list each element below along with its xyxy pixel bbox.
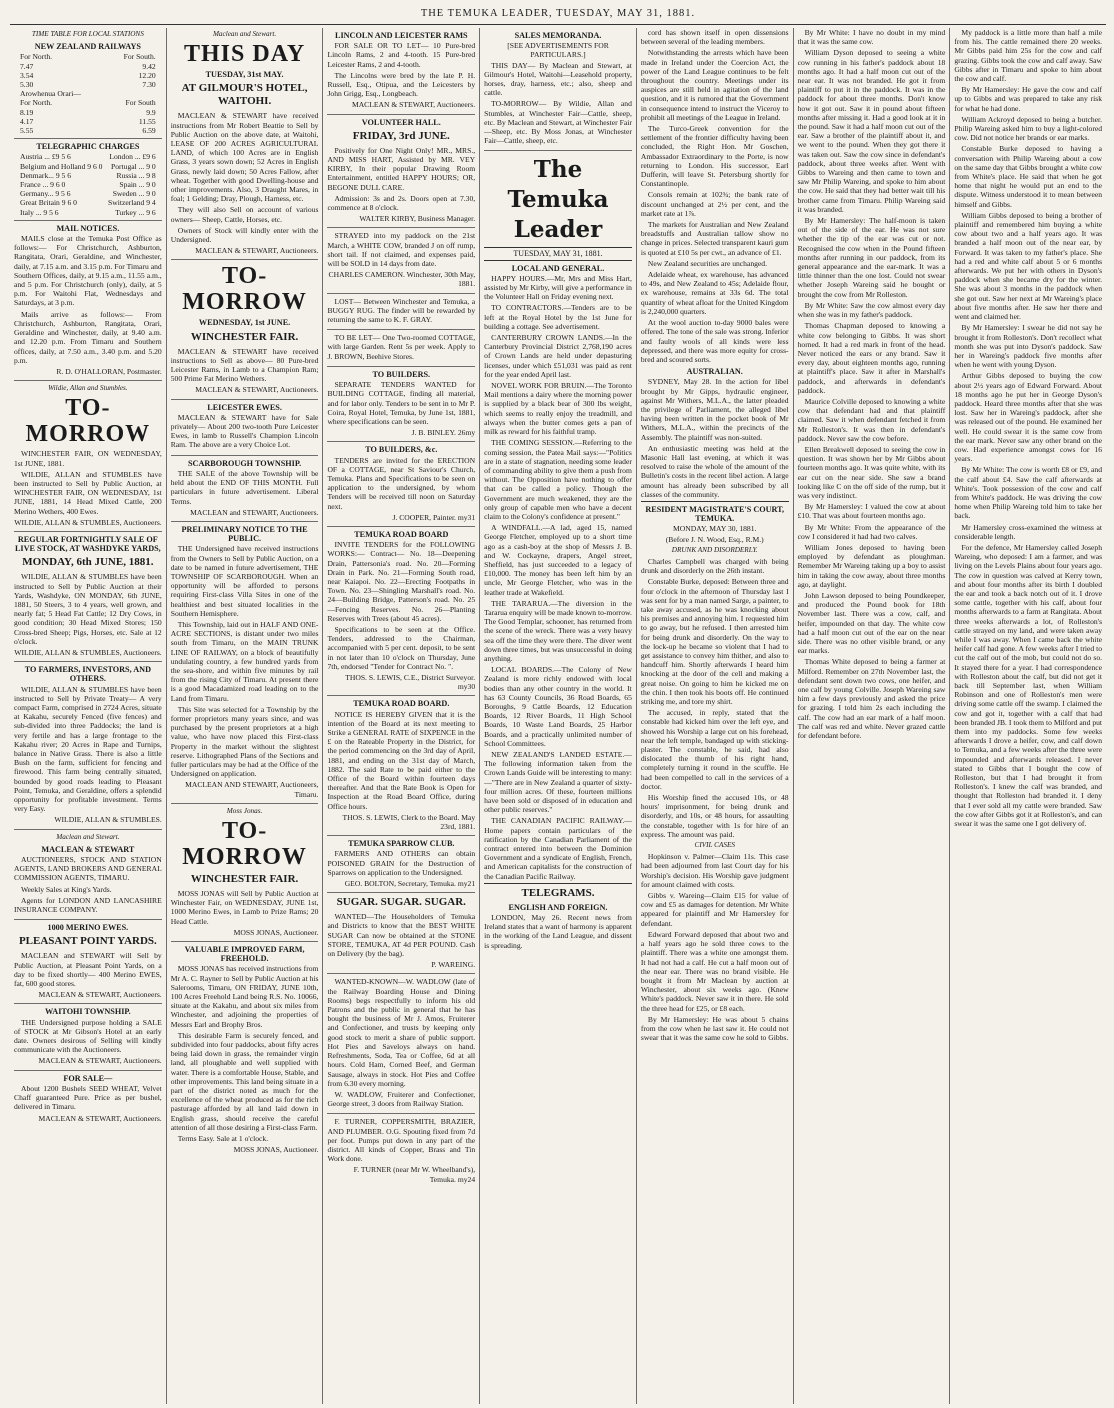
news-paragraph: Consols remain at 102¾; the bank rate of discount unchanged at 2½ per cent, and the market rate at 1⅞. <box>640 190 789 218</box>
news-paragraph: TO CONTRACTORS.—Tenders are to be left at the Royal Hotel by the 1st June for building a cottage. See advertisement. <box>484 303 632 331</box>
ad-paragraph: MAILS close at the Temuka Post Office as follows:— For Christchurch, Ashburton, Rangitata, Orari, Geraldine, and Winchester, daily, at 7.15 a.m. and 3.15 p.m. For Timaru and Southern Offices, daily, at 9.15 a.m., 11.55 a.m., and 5 p.m. For Christchurch (only), daily, at 5 p.m. For Waitohi Flat, Wednesdays and Saturdays, at 3 p.m. <box>14 234 162 308</box>
table-cell: 7.47 <box>20 61 34 71</box>
table-row <box>14 208 162 217</box>
ad-paragraph: FOR SALE OR TO LET— 10 Pure-bred Lincoln Rams, 2 and 4-tooth. 15 Pure-bred Leicester Rams, 2 and 4-tooth. <box>327 41 476 69</box>
telegrams-para: LONDON, May 26. Recent news from Ireland states that a want of harmony is apparent in the working of the Land League, and dissent is spreading. <box>484 913 632 950</box>
column-1 <box>10 28 167 1404</box>
table-cell: For South <box>125 98 156 108</box>
advertisement <box>171 525 319 804</box>
sales-memoranda-para: TO-MORROW— By Wildie, Allan and Stumbles, at Winchester Fair—Cattle, sheep, etc. By Maclean and Stewart, at Winchester Fair—Sheep, etc. By Moss Jonas, at Winchester Fair—Cattle, sheep, etc. <box>484 99 632 146</box>
court-heading: RESIDENT MAGISTRATE'S COURT, TEMUKA. <box>645 504 785 524</box>
table-row <box>14 52 162 61</box>
table-cell: Spain ... 9 0 <box>119 180 156 190</box>
court-paragraph: By Mr White: The cow is worth £8 or £9, and the calf about £4. Saw the calf afterwards at White's. Took possession of the cow and calf from White's paddock. He was driving the cow home when Philip Wareing told him to take her back. <box>954 465 1103 521</box>
table-cell: Italy ... 9 5 6 <box>20 207 59 217</box>
court-paragraph: By Mr White: I have no doubt in my mind that it was the same cow. <box>797 28 946 47</box>
court-paragraph: By Mr Hamersley: He was about 5 chains from the cow when he last saw it. He could not swear that it was the same cow he sold to Gibbs. <box>640 1014 789 1043</box>
sales-memoranda-subtitle: [SEE ADVERTISEMENTS FOR PARTICULARS.] <box>507 41 609 60</box>
ad-paragraph: TENDERS are invited for the ERECTION OF a COTTAGE, near St Saviour's Church, Temuka. Plans and Specifications to be seen on application to the undersigned, by whom Tenders will be received till noon on Saturday next. <box>327 455 476 511</box>
column-7 <box>950 28 1106 1404</box>
table-cell: For North. <box>20 52 53 62</box>
ad-title: VOLUNTEER HALL. <box>361 117 441 127</box>
table-cell: Austria ... £9 5 6 <box>20 152 71 162</box>
paper-title: The Temuka Leader <box>507 156 609 244</box>
advertisement <box>14 1007 162 1070</box>
ad-signature: MACLEAN & STEWART, Auctioneers. <box>351 100 476 110</box>
ad-subheadline: WINCHESTER FAIR. <box>190 873 299 885</box>
table-cell: Sweden ... 9 0 <box>112 189 156 199</box>
advertisement <box>327 333 475 367</box>
court-subheading: DRUNK AND DISORDERLY. <box>671 545 758 554</box>
ad-paragraph: WANTED—The Householders of Temuka and Districts to know that the BEST WHITE SUGAR Can now be obtained at the STONE STORE, TEMUKA, AT 4d PER POUND. Cash on Delivery (by the bag). <box>327 912 476 959</box>
table-cell: Turkey ... 9 6 <box>115 207 156 217</box>
advertisement <box>327 977 475 1114</box>
ad-paragraph: This Township, laid out in HALF AND ONE-ACRE SECTIONS, is distant under two miles south from Timaru, on the MAIN TRUNK LINE OF RAILWAY, on a block of beautifully undulating country, a few hundred yards from the sea-shore, and within five minutes by rail from the rising City of Timaru. At present there is a good Macadamized road leading on to the Land from Timaru. <box>170 619 319 703</box>
ad-title: FOR SALE— <box>63 1073 113 1083</box>
ad-title: TEMUKA ROAD BOARD. <box>353 699 450 709</box>
table-row <box>14 171 162 180</box>
advertisement <box>327 699 475 836</box>
ad-signature: WILDIE, ALLAN & STUMBLES. <box>54 815 162 825</box>
table-row <box>14 62 162 71</box>
masthead-rule <box>10 24 1106 25</box>
table-cell: 7.30 <box>142 80 156 90</box>
ad-paragraph: WILDIE, ALLAN & STUMBLES have been instructed to Sell by Public Auction at their Yards, Washdyke, ON MONDAY, 6th JUNE, 1881, 50 Steers, 3 to 4 years, well grown, and nearly fat; 5 Head Fat Cattle; 12 Dry Cows, in good condition; 30 Head Mixed Stores; 150 Cross-bred Sheep; Pigs, Horses, etc. Sale at 12 o'clock. <box>14 572 162 646</box>
ad-paragraph: MACLEAN & STEWART have received instructions to Sell as above— 80 Pure-bred Leicester Rams, in Lamb to a Champion Ram; 500 Prime Fat Merino Wethers. <box>170 346 319 384</box>
table-row <box>14 198 162 207</box>
table-cell: Great Britain 9 6 0 <box>20 198 77 208</box>
advertisement <box>327 31 475 115</box>
advertisement <box>14 923 162 1004</box>
table-row <box>14 89 162 98</box>
ad-title: WEDNESDAY, 1st JUNE. <box>198 318 291 328</box>
news-paragraph: SYDNEY, May 28. In the action for libel brought by Mr Gipps, hydraulic engineer, against Mr Withers, M.L.A., the latter pleaded the privilege of Parliament, the alleged libel having been written in the pocket book of Mr Withers, M.L.A., within the precincts of the Assembly. The plaintiff was non-suited. <box>640 377 789 442</box>
ad-headline: TO-MORROW <box>182 818 307 870</box>
court-paragraph: William Gibbs deposed to being a brother of plaintiff and remembered him buying a white cow about two and a half years ago. It was branded a half moon out of the near ear, by Forward. It was taken to my father's place. She had a red and white calf about 5 or 6 months afterwards. We put her with others in Dyson's paddock when she became dry for the winter. She was about 3 months in the paddock when she got out. Saw her next at Mr Wareing's place about five months after. He saw her there and went and claimed her. <box>954 210 1103 322</box>
court-paragraph: Arthur Gibbs deposed to buying the cow about 2½ years ago of Edward Forward. About 18 months ago he put her in George Dyson's paddock. Heard three months after that she was lost. Saw her in Wareing's paddock, after she was released out of the pound. He examined her well. He could swear it is the same cow from the ear mark. Never saw any other brand on the cow. Had experience amongst cows for 16 years. <box>954 371 1103 464</box>
news-paragraph: A WINDFALL.—A lad, aged 15, named George Fletcher, employed up to a short time ago as a cash-boy at the shop of Messrs J. B. and W. Cockayne, drapers, Angel street, Sheffield, has just succeeded to a legacy of £10,000. The money has been left him by an uncle, Mr George Fletcher, who was in the leather trade at Wakefield. <box>484 523 632 597</box>
court-paragraph: William Jones deposed to having been employed by defendant as ploughman. Remember Mr Wareing taking up a boy to assist him in taking the cow away, about three months ago, at daylight. <box>797 542 946 589</box>
column-6 <box>794 28 951 1404</box>
ad-headline: THIS DAY <box>184 41 306 68</box>
ad-paragraph: WILDIE, ALLAN & STUMBLES have been instructed to Sell by Private Treaty— A very compact Farm, comprised in 2724 Acres, situate at Kakahu, securely Fenced (five fences) and sub-divided into three Paddocks; the land is very fertile and has a large frontage to the Kakahu river; 20 Acres in Rape and Turnips, balance in Native Grass. There is also a little Bush on the farm, sufficient for fencing and firewood. This farm being centrally situated, bounded by good roads leading to Pleasant Point, Temuka, and Geraldine, offers a splendid opportunity for profitable investment. Terms very Easy. <box>14 684 162 814</box>
table-cell: For North. <box>20 98 53 108</box>
advertisement <box>14 665 162 829</box>
table-cell: London ... £9 6 <box>109 152 156 162</box>
table-cell: Belgium and Holland 9 6 0 <box>20 161 103 171</box>
ad-title: TUESDAY, 31st MAY. <box>205 70 284 80</box>
ad-title: LINCOLN AND LEICESTER RAMS <box>334 31 468 40</box>
table-row <box>14 189 162 198</box>
court-paragraph: Ellen Breakwell deposed to seeing the cow in question. It was shown her by Mr Gibbs about fourteen months ago. It was quite white, with its ear cut on the near side. She saw a brand looking like C on the off side of the rump, but it was very indistinct. <box>797 444 946 500</box>
ad-paragraph: THE SALE of the above Township will be held about the END OF THIS MONTH. Full particulars in future advertisement. Liberal Terms. <box>170 468 319 506</box>
ad-paragraph: Mails arrive as follows:— From Christchurch, Ashburton, Rangitata, Orari, Geraldine and Winchester, daily, at 9.40 a.m. and 12.20 p.m. From Timaru and Southern offices, daily, at 7.50 a.m., 3.40 p.m. and 5.20 p.m. <box>14 309 162 365</box>
ad-signature: WALTER KIRBY, Business Manager. <box>359 214 476 224</box>
court-paragraph: Gibbs v. Wareing—Claim £15 for value of cow and £5 as damages for detention. Mr White appeared for plaintiff and Mr Hamersley for defendant. <box>640 891 789 928</box>
news-paragraph: Notwithstanding the arrests which have been made in Ireland under the Coercion Act, the power of the Land League continues to be felt throughout the country. Meetings under its auspices are still held in agitation of the land question, and it is rumored that the Government in consequence intend to instruct the Viceroy to prohibit all meetings of the League in Ireland. <box>640 48 789 122</box>
court-paragraph: By Mr White: Saw the cow almost every day when she was in my father's paddock. <box>797 300 946 320</box>
columns <box>10 28 1106 1404</box>
ad-kicker: Maclean and Stewart. <box>56 832 120 841</box>
table-row <box>14 98 162 107</box>
court-paragraph: Charles Campbell was charged with being drunk and disorderly on the 26th instant. <box>640 556 789 576</box>
ad-signature: R. D. O'HALLORAN, Postmaster. <box>56 366 162 376</box>
news-paragraph: At the wool auction to-day 9000 bales were offered. The tone of the sale was strong. Inferior and faulty wools of all kinds were less depressed, and there was more equity for cross-bred and scoured sorts. <box>640 318 789 364</box>
table-cell: 5.55 <box>20 126 34 136</box>
news-paragraph: An enthusiastic meeting was held at the Masonic Hall last evening, at which it was resolved to raise the whole of the amount of the Bulletin's costs in the recent libel action. A large amount has already been subscribed by all classes of the community. <box>640 443 789 499</box>
ad-subheadline: SUGAR. SUGAR. SUGAR. <box>336 896 466 909</box>
ad-title: WAITOHI TOWNSHIP. <box>45 1007 131 1017</box>
telegrams-subheading: ENGLISH AND FOREIGN. <box>508 902 608 912</box>
table-cell: Switzerland 9 4 <box>108 198 156 208</box>
advertisement <box>327 231 475 293</box>
table-cell: 3.54 <box>20 70 34 80</box>
news-paragraph: cord has shown itself in open dissensions between several of the leading members. <box>640 28 789 47</box>
advertisement <box>327 445 475 527</box>
court-paragraph: Constable Burke, deposed: Between three and four o'clock in the afternoon of Thursday last I was sent for by a man named Sarge, a painter, to take away accused, as he was knocking about his premises and annoying him. I requested him to go away, but he refused. I then arrested him for being drunk and disorderly. On the way to the lock-up he became so violent that I had to get assistance to convey him thither, and also to handcuff him. Shortly afterwards I heard him knocking at the door of the cell and making a great noise. On going to him he kicked me on the chin. I then took his boots off. He continued striking me, and tore my shirt. <box>640 577 789 707</box>
ad-title: TEMUKA ROAD BOARD <box>354 529 449 539</box>
news-paragraph: LOCAL BOARDS.—The Colony of New Zealand is more richly endowed with local bodies than any other country in the world. It has 63 County Councils, 36 Road Boards, 65 Boroughs, 9 Cattle Boards, 12 Education Boards, 12 River Boards, 11 High School Boards, 10 Waste Land Boards, 25 Harbor Boards, and a practically unlimited number of School Committees. <box>484 665 632 748</box>
table-cell: 11.55 <box>138 116 156 126</box>
court-paragraph: Mr Hamersley cross-examined the witness at considerable length. <box>954 522 1103 541</box>
ad-paragraph: AUCTIONEERS, STOCK AND STATION AGENTS, LAND BROKERS AND GENERAL COMMISSION AGENTS, TIMARU. <box>14 855 162 883</box>
court-date: MONDAY, MAY 30, 1881. <box>673 524 757 534</box>
table-row <box>14 152 162 161</box>
table-cell: 8.19 <box>20 107 34 117</box>
ad-paragraph: MACLEAN & STEWART have for Sale privately— About 200 two-tooth Pure Leicester Ewes, in lamb to Russell's Champion Lincoln Ram. The above are a very Choice Lot. <box>170 412 319 450</box>
court-before: (Before J. N. Wood, Esq., R.M.) <box>665 534 764 544</box>
ad-title: TELEGRAPHIC CHARGES <box>36 142 140 152</box>
news-paragraph: Adelaide wheat, ex warehouse, has advanced to 49s, and New Zealand to 45s; Adelaide flour, ex warehouse, remains at 33s 6d. The total quantity of wheat afloat for the United Kingdom is 2,240,000 quarters. <box>640 270 789 316</box>
ad-signature: MACLEAN and STEWART, Auctioneers. <box>190 507 319 517</box>
local-general-heading: LOCAL AND GENERAL. <box>511 263 605 273</box>
ad-headline: TO-MORROW <box>182 263 307 316</box>
court-paragraph: Maurice Colville deposed to knowing a white cow that defendant had and that plaintiff claimed. Saw it when defendant fetched it from Mr Rolleston's. It was then in defendant's paddock. Never saw the cow before. <box>797 396 946 443</box>
court-paragraph: My paddock is a little more than half a mile from his. The cattle remained there 20 weeks. Mr Gibbs paid him 25s for the cow and calf grazing. Gibbs took the cow and calf away. Saw Gibbs after in Timaru and spoke to him about the cow and calf. <box>954 28 1103 84</box>
news-paragraph: New Zealand securities are unchanged. <box>647 258 767 268</box>
ad-paragraph: LOST— Between Winchester and Temuka, a BUGGY RUG. The finder will be rewarded by returning the same to K. F. GRAY. <box>327 296 476 325</box>
court-paragraph: Thomas White deposed to being a farmer at Milford. Remember on 27th November last, the defendant sent down two cows, one heifer, and one calf by young Colville. Joseph Wareing saw him a few days previously and asked the price for grazing. I told him 2s each including the calf. The cow had an ear mark of a half moon. The calf was red and white. Never grazed cattle for defendant before. <box>797 657 946 741</box>
ad-title: MAIL NOTICES. <box>56 223 120 233</box>
court-paragraph: John Lawson deposed to being Poundkeeper, and produced the Pound book for 18th November last. There was a cow, calf, and heifer, impounded on that day. The white cow had a half moon cut out of the ear on the near side. There was no other visible brand, or any ear marks. <box>797 590 946 656</box>
court-paragraph: Thomas Chapman deposed to knowing a white cow belonging to Gibbs. It was short horned. It had a red mark in front of the head. Never noticed the ears or any brand. Saw it every day, about eighteen months ago, running at plaintiff's place. Saw it after in Marshall's paddock, and afterwards in defendant's paddock. <box>797 321 946 395</box>
ad-title: VALUABLE IMPROVED FARM, FREEHOLD. <box>184 945 305 964</box>
ad-paragraph: MACLEAN and STEWART will Sell by Public Auction, at Pleasant Point Yards, on a day to be fixed shortly— 400 Merino EWES, fat, 600 good stores. <box>14 951 162 989</box>
news-paragraph: THE CANADIAN PACIFIC RAILWAY.—Home papers contain particulars of the ratification by the Canadian Parliament of the contract entered into between the Dominion Government and a syndicate of English, French, and American capitalists for the construction of the Canadian Pacific Railway. <box>484 816 632 881</box>
advertisement <box>171 459 319 522</box>
ad-signature: F. TURNER (near Mr W. Wheelband's), Temuka. my24 <box>353 1165 476 1184</box>
ad-paragraph: INVITE TENDERS for the FOLLOWING WORKS:— Contract— No. 18—Deepening Drain, Pattersonia's road. No. 20—Forming Drain in Park. No. 21—Forming South road, near Kaiapoi. No. 22—Erecting Footpaths in Town. No. 23—Shingling Marshall's road. No. 24—Building Bridge, Patterson's road. No. 25—Fencing Reserves. No. 26—Planting Reserves with Trees (about 45 acres). <box>327 540 476 623</box>
ad-signature: MACLEAN & STEWART, Auctioneers. <box>38 1056 162 1066</box>
news-paragraph: NEW ZEALAND'S LANDED ESTATE.—The following information taken from the Crown Lands Guide will be interesting to many:—"There are in New Zealand a quarter of sixty-four million acres. Of these, fourteen millions have been sold or disposed of in education and other public reserves." <box>484 750 632 815</box>
ad-title: TO BUILDERS, &c. <box>365 445 438 455</box>
page-masthead: THE TEMUKA LEADER, TUESDAY, MAY 31, 1881. <box>420 8 696 19</box>
table-cell: 5.30 <box>20 80 34 90</box>
ad-kicker: TIME TABLE FOR LOCAL STATIONS <box>31 30 144 38</box>
ad-paragraph: MOSS JONAS will Sell by Public Auction at Winchester Fair, on WEDNESDAY, JUNE 1st, 1000 Merino Ewes, in Lamb to Prize Rams; 20 Head Cattle. <box>170 889 319 926</box>
ad-kicker: Wildie, Allan and Stumbles. <box>48 384 128 393</box>
ad-signature: MACLEAN & STEWART, Auctioneers. <box>195 385 319 395</box>
date-line: TUESDAY, MAY 31, 1881. <box>484 247 632 260</box>
advertisement <box>14 833 162 921</box>
ad-signature: GEO. BOLTON, Secretary, Temuka. my21 <box>344 879 476 889</box>
ad-signature: THOS. S. LEWIS, C.E., District Surveyor. my30 <box>345 672 476 692</box>
news-paragraph: THE TARARUA.—The diversion in the Tararua enquiry will be made known to-morrow. The Good Templar, schooner, has returned from the scene of the wreck. There was a very heavy sea off the time they were there. The diver went down three times, but was unsuccessful in doing anything. <box>484 598 632 663</box>
ad-paragraph: Owners of Stock will kindly enter with the Undersigned. <box>170 225 319 245</box>
ad-paragraph: FARMERS AND OTHERS can obtain POISONED GRAIN for the Destruction of Sparrows on application to the Undersigned. <box>327 849 476 877</box>
advertisement <box>327 297 475 331</box>
section-rule <box>484 883 632 884</box>
section-rule <box>641 501 789 502</box>
sales-memoranda-title: SALES MEMORANDA. <box>514 31 602 40</box>
table-row <box>14 180 162 189</box>
ad-signature: CHARLES CAMERON. Winchester, 30th May, 1881. <box>328 270 476 289</box>
ad-paragraph: TO BE LET— One Two-roomed COTTAGE, with large Garden. Rent 5s per week. Apply to J. BROWN, Beehive Stores. <box>327 333 476 361</box>
ad-kicker: Maclean and Stewart. <box>212 30 277 38</box>
ad-paragraph: W. WADLOW, Fruiterer and Confectioner, George street, 3 doors from Railway Station. <box>327 1089 476 1109</box>
table-cell: France ... 9 6 0 <box>20 180 66 190</box>
ad-kicker: Moss Jonas. <box>226 806 263 815</box>
ad-paragraph: Weekly Sales at King's Yards. <box>21 884 112 894</box>
column-5 <box>637 28 794 1404</box>
advertisement <box>327 839 475 893</box>
court-paragraph: By Mr Hamersley: He gave the cow and calf up to Gibbs and was prepared to take any risk for what he had done. <box>954 85 1103 113</box>
court-paragraph: By Mr Hamersley: I valued the cow at about £10. That was about fourteen months ago. <box>797 502 946 521</box>
ad-signature: THOS. S. LEWIS, Clerk to the Board. May 23rd, 1881. <box>342 812 476 832</box>
ad-paragraph: WANTED-KNOWN—W. WADLOW (late of the Railway Boarding House and Dining Rooms) begs respectfully to inform his old Patrons and the public in general that he has bought the business of Mr J. Amos, Fruiterer and Confectioner, and trusts by keeping only good stock to merit a share of public support. Hot Pies and Saveloys always on hand. Refreshments, Soda, Tea or Coffee, 6d at all hours. Cold Ham, Corned Beef, and German Sausage, always in stock. Hot Pies and Coffee from 6.30 every morning. <box>327 977 476 1088</box>
ad-paragraph: Terms Easy. Sale at 1 o'clock. <box>177 1134 269 1144</box>
table-cell: Arowhenua Orari— <box>20 89 81 99</box>
ad-signature: J. COOPER, Painter. my31 <box>392 512 476 522</box>
local-general-body <box>484 274 632 881</box>
ad-title: TO BUILDERS. <box>372 369 431 379</box>
table-row <box>14 108 162 117</box>
court-body <box>641 557 789 839</box>
ad-paragraph: THE Undersigned have received instructions from the Owners to Sell by Public Auction, on a date to be named in future advertisement, THE TOWNSHIP OF SCARBOROUGH. When an opportunity will be afforded to persons requiring First-class Villa Sites in one of the healthiest and best situated localities in the Southern Hemisphere. <box>170 544 319 618</box>
ad-signature: MACLEAN AND STEWART, Auctioneers, Timaru. <box>185 780 319 799</box>
table-cell: Portugal ... 9 0 <box>111 161 156 171</box>
table-row <box>14 71 162 80</box>
court-paragraph: William Dyson deposed to seeing a white cow running in his father's paddock about 18 months ago. It had a half moon cut out of the near ear. It was not branded. He got it from plaintiff to put it in the paddock. It was in the paddock for about three months. Don't know how it got out. Saw it in pound about fifteen months after missing it. Had a good look at it in the pound. Saw it had a half moon cut out of the ear. Saw a brother of the plaintiff about it, and we went to the pound. When they got there it was taken out. Saw the cow since in defendant's paddock, about three weeks after. Went with Gibbs to Wareing and then came to town and saw Mr Philip Wareing, and spoke to him about the cow. He said that they had better wait till his brother came from Timaru. Philip Wareing said it was branded. <box>797 48 946 214</box>
ad-paragraph: Agents for LONDON AND LANCASHIRE INSURANCE COMPANY. <box>14 895 162 915</box>
ad-paragraph: F. TURNER, COPPERSMITH, BRAZIER, AND PLUMBER. O.G. Spouting fixed from 7d per foot. Pumps put down in any part of the district. All kinds of Copper, Brass and Tin Work done. <box>327 1117 476 1164</box>
ad-paragraph: About 1200 Bushels SEED WHEAT, Velvet Chaff guaranteed Pure. Price as per bushel, delivered in Timaru. <box>14 1083 162 1112</box>
advertisement <box>171 263 319 399</box>
ad-signature: MACLEAN & STEWART, Auctioneers. <box>195 246 319 256</box>
ad-paragraph: Admission: 3s and 2s. Doors open at 7.30, commence at 8 o'clock. <box>327 193 476 213</box>
civil-cases-body <box>641 852 789 1042</box>
advertisement <box>327 896 475 974</box>
ad-subheadline: PLEASANT POINT YARDS. <box>18 935 157 948</box>
australian-heading: AUSTRALIAN. <box>686 367 743 377</box>
advertisement <box>14 384 162 532</box>
news-paragraph: THE COMING SESSION.—Referring to the coming session, the Patea Mail says:—"Politics are in a state of stagnation, needing some leader of commanding ability to give them a push from without. The Opposition have nothing to offer that can be called a policy. Though the Government are much weakened, they are the only group of capable men who have a decent claim to the Colony's confidence at present." <box>484 438 632 521</box>
ad-paragraph: STRAYED into my paddock on the 21st March, a WHITE COW, branded J on off rump, short tail. If not claimed, and expenses paid, will be SOLD in 14 days from date. <box>327 231 476 269</box>
advertisement <box>14 535 162 662</box>
table-row <box>14 117 162 126</box>
ad-subheadline: FRIDAY, 3rd JUNE. <box>352 129 450 142</box>
advertisement <box>327 1117 475 1187</box>
column-2 <box>167 28 324 1404</box>
ad-paragraph: Specifications to be seen at the Office. Tenders, addressed to the Chairman, accompanied with 5 per cent. deposit, to be sent in not later than 10 o'clock on Thursday, June 7th, endorsed "Tender for Contract No. ". <box>327 624 476 671</box>
table-cell: Germany... 9 5 6 <box>20 189 71 199</box>
advertisement <box>171 807 319 942</box>
sales-memoranda-para: THIS DAY— By Maclean and Stewart, at Gilmour's Hotel, Waitohi—Leasehold property, horses, dray, harness, etc.; also, sheep and cattle. <box>484 60 632 98</box>
ad-signature: WILDIE, ALLAN & STUMBLES, Auctioneers. <box>14 647 162 657</box>
ad-title: SCARBOROUGH TOWNSHIP. <box>188 458 302 468</box>
court-paragraph: By Mr White: From the appearance of the cow I considered it had had two calves. <box>797 522 946 541</box>
advertisement <box>171 945 319 1158</box>
telegrams-continued <box>641 28 789 364</box>
table-cell: For South. <box>123 52 156 62</box>
ad-title: PRELIMINARY NOTICE TO THE PUBLIC. <box>181 524 308 544</box>
table-cell: 12.20 <box>138 70 156 80</box>
ad-subheadline: WINCHESTER FAIR. <box>190 330 299 343</box>
ad-signature: WILDIE, ALLAN & STUMBLES, Auctioneers. <box>14 517 162 527</box>
ad-paragraph: MACLEAN & STEWART have received instructions from Mr Robert Beattie to Sell by Public Auction on the above date, at Waitohi, LEASE OF 200 ACRES AGRICULTURAL LAND, of which 100 Acres are in English Grass, 3 years sown down; 52 Acres in English Grass, newly laid down; 50 Acres Fallow, after wheat. Together with good Dwelling-house and other improvements. Also, 3 Draught Mares, in foal; 1 Gelding; Dray, Plough, Harness, etc. <box>170 111 319 204</box>
ad-signature: MOSS JONAS, Auctioneer. <box>233 1145 319 1155</box>
ad-title: 1000 MERINO EWES. <box>47 923 129 933</box>
advertisement <box>327 118 475 229</box>
court-paragraph: By Mr Hamersley: I swear he did not say he brought it from Rolleston's. Don't recollect what month she was put into Dyson's paddock. Saw her in Wareing's paddock five months after when he went with young Dyson. <box>954 323 1103 370</box>
ad-paragraph: Positively for One Night Only! MR., MRS., AND MISS HART, Assisted by MR. VEY KIRBY, In their popular Drawing Room Entertainment, entitled HAPPY HOURS; OR, BEGONE DULL CARE. <box>327 145 476 192</box>
table-row <box>14 80 162 89</box>
ad-subheadline: MONDAY, 6th JUNE, 1881. <box>22 556 154 569</box>
advertisement <box>327 370 475 442</box>
ad-signature: P. WAREING. <box>431 960 476 970</box>
court-paragraph: Edward Forward deposed that about two and a half years ago he sold three cows to the plaintiff. There was a white one amongst them. It had not had a calf. He cut a half moon out of the near ear. There was no brand visible. He bought it from Mr Maclean by auction at Winchester, about six weeks ago. (Knew White's paddock. Never saw it in there. He sold the three head for £25, or £8 each. <box>640 929 789 1013</box>
ad-paragraph: This desirable Farm is securely fenced, and subdivided into four paddocks, about fifty acres being laid down in grass, the remainder virgin land, all ploughable and well supplied with water. There is a comfortable House, Stable, and other improvements. This land being situate in a part of the district noted as much for the excellence of the wheat produced as for the rich pasturage afforded by all land laid down in English grass, should receive the careful attention of all those desiring a First-class Farm. <box>170 1030 319 1132</box>
court-paragraph: Hopkinson v. Palmer—Claim 11s. This case had been adjourned from last Court day for his Worship's decision. His Worship gave judgment for amount claimed with costs. <box>640 852 789 889</box>
column-3 <box>323 28 480 1404</box>
ad-paragraph: The Lincolns were bred by the late P. H. Russell, Esq., Otipua, and the Leicesters by John Grigg, Esq., Longbeach. <box>327 70 476 99</box>
ad-title: TO FARMERS, INVESTORS, AND OTHERS. <box>24 665 151 684</box>
court-paragraph: For the defence, Mr Hamersley called Joseph Wareing, who deposed: I am a farmer, and was living on the Levels Plains about four years ago. The cow in question was calved at Kerry town, and about four months after its birth I doubled the ear and took a back notch out of it. I drove some cattle, together with his calf, about four months afterwards to a farm at Rangitata. About three weeks afterwards a lot, of Rolleston's cattle strayed on my land, and were taken away while I was away. When I came back the white heifer calf had gone. A few weeks after I tried to cut the calf out of the mob, but could not do so. It stayed there for a year. I had correspondence with Rolleston about the calf, but did not get it back till September last, when William Robinson and one of Rolleston's men were driving some cattle off the swamp. I claimed the cow and got it, together with a calf that had been branded JB. I took them to Milford and put them into my paddocks. Some few weeks afterwards I drove a heifer, cow, and calf down to Temuka, and a few weeks after the three were impounded and afterwards released. I never stated to Gibbs that I bought the cow of Rolleston, but that I had brought it from Rolleston's. I knew the calf was branded, and thought that Rolleston had branded it. I deny that I ever sold all my cattle were branded. Saw the cow after Gibbs got it at Rolleston's, and can swear it was the same one I got delivery of. <box>954 542 1103 829</box>
news-paragraph: CANTERBURY CROWN LANDS.—In the Canterbury Provincial District 2,768,190 acres of Crown Lands are held under depasturing licenses, under which £51,031 was paid as rent for the year ended April last. <box>484 333 632 379</box>
ad-title: NEW ZEALAND RAILWAYS <box>34 42 141 52</box>
advertisement <box>171 403 319 456</box>
ad-paragraph: WILDIE, ALLAN and STUMBLES have been instructed to Sell by Public Auction, at WINCHESTER FAIR, ON WEDNESDAY, 1st JUNE, 1881, 14 Head Mixed Cattle, 200 Merino Wethers, 400 Ewes. <box>14 469 162 516</box>
ad-title: LEICESTER EWES. <box>207 402 282 412</box>
court-paragraph: His Worship fined the accused 10s, or 48 hours' imprisonment, for being drunk and disorderly, and 10s, or 48 hours, for assaulting the constable, together with 1s for hire of an express. The amount was paid. <box>640 793 789 839</box>
ad-signature: MACLEAN & STEWART, Auctioneers. <box>38 1113 162 1123</box>
table-cell: Russia ... 9 8 <box>116 170 156 180</box>
court-paragraph: The accused, in reply, stated that the constable had kicked him over the left eye, and showed his Worship a large cut on his forehead, near the left temple, bandaged up with sticking-plaster. The constable, he said, had also dislocated the thumb of his right hand, completely turning it round in the scuffle. He had been compelled to call in the services of a doctor. <box>640 708 789 791</box>
column-4 <box>480 28 637 1404</box>
sales-memoranda <box>484 31 632 151</box>
ad-headline: TO-MORROW <box>25 395 151 448</box>
ad-signature: MOSS JONAS, Auctioneer. <box>233 927 319 937</box>
news-paragraph: NOVEL WORK FOR BRUIN.—The Toronto Mail mentions a dairy where the morning power is supplied by a black bear of 300 lbs weight, which seems to really enjoy the treadmill, and always when the butter comes gets a pan of milk as reward for his faithful tramp. <box>484 381 632 437</box>
news-paragraph: HAPPY HOURS.—Mr, Mrs and Miss Hart, assisted by Mr Kirby, will give a performance in the Volunteer Hall on Friday evening next. <box>484 273 632 302</box>
advertisement <box>14 224 162 381</box>
ad-paragraph: WINCHESTER FAIR, ON WEDNESDAY, 1st JUNE, 1881. <box>14 449 162 468</box>
court-paragraph: By Mr Hamersley: The half-moon is taken out of the side of the ear. He was not sure whether the tip of the ear was cut or not. Recognised the cow when in the Pound fifteen months after running in our paddock, from its general appearance and the ear-mark. It was a little thinner than the one lost. Could not swear whether Joseph Wareing said he bought or brought the cow from Mr Rolleston. <box>797 216 946 299</box>
ad-title: MACLEAN & STEWART <box>41 844 135 854</box>
ad-paragraph: MOSS JONAS has received instructions from Mr A. C. Rayner to Sell by Public Auction at his Salerooms, Timaru, ON FRIDAY, JUNE 10th, 100 Acres Freehold Land being R.S. No. 10066, situate at the Kakahu, and about six miles from Winchester, and adjoining the properties of Messrs Earl and Brophy Bros. <box>170 964 319 1029</box>
court-paragraph: Constable Burke deposed to having a conversation with Philip Wareing about a cow on the same day that Gibbs brought a white cow from White's place. He said that when he got home that night he would put an end to the dispute. Witness understood it to mean between himself and Gibbs. <box>954 144 1103 209</box>
ad-title: TEMUKA SPARROW CLUB. <box>348 839 455 849</box>
news-paragraph: The Turco-Greek convention for the settlement of the frontier difficulty having been concluded, the Right Hon. Mr Goschen, Ambassador Extraordinary to the Porte, is now returning to London. His successor, Earl Dufferin, will leave St. Petersburg shortly for Constantinople. <box>640 124 789 189</box>
ad-subheadline: AT GILMOUR'S HOTEL, WAITOHI. <box>181 82 308 108</box>
advertisement <box>171 30 319 260</box>
ad-signature: MACLEAN & STEWART, Auctioneers. <box>38 990 162 1000</box>
telegrams-heading: TELEGRAMS. <box>521 886 595 899</box>
table-cell: 9.9 <box>146 107 156 117</box>
ad-signature: J. B. BINLEY. 26my <box>411 428 476 438</box>
advertisement <box>14 1074 162 1127</box>
ad-paragraph: SEPARATE TENDERS WANTED for BUILDING COTTAGE, finding all material, and for labor only. Tenders to be sent in to Mr P. Coira, Royal Hotel, Temuka, by June 1st, 1881, where specifications can be seen. <box>327 380 476 426</box>
table-cell: 9.42 <box>142 61 156 71</box>
advertisement <box>14 142 162 221</box>
advertisement <box>327 530 475 696</box>
ad-paragraph: THE Undersigned purpose holding a SALE of STOCK at Mr Gibson's Hotel at an early date. Owners desirous of Selling will kindly communicate with the Auctioneers. <box>14 1017 162 1055</box>
news-paragraph: The markets for Australian and New Zealand breadstuffs and Australian tallow show no change in prices. Selected transparent kauri gum is quoted at £10 5s per cwt., an advance of £1. <box>640 220 789 257</box>
table-cell: 4.17 <box>20 116 34 126</box>
court-paragraph: William Ackroyd deposed to being a butcher. Philip Wareing asked him to buy a light-colored cow. Did not notice her brands or ear marks. <box>954 114 1103 143</box>
ad-paragraph: NOTICE IS HEREBY GIVEN that it is the intention of the Board at its next meeting to Strike a GENERAL RATE of SIXPENCE in the £ on the Rateable Property in the District, for the period commencing on the 3rd day of April, 1881, and ending on the 31st day of March, 1882. The said Rate to be paid either to the Office of the Board within fourteen days thereafter. And that the Rate Book is Open for Inspection at the Road Board Office, during Office hours. <box>327 709 476 811</box>
civil-cases-heading: CIVIL CASES <box>694 841 735 850</box>
table-cell: 6.59 <box>142 126 156 136</box>
ad-paragraph: This Site was selected for a Township by the former proprietors many years since, and was purchased by the present proprietors at a high value, who have now placed this First-class Property in the market without the slightest reserve. Lithographed Plans of the Sections and fuller particulars may be had at the Office of the Undersigned on application. <box>170 704 319 779</box>
advertisement <box>14 30 162 139</box>
table-cell: Denmark... 9 5 6 <box>20 170 72 180</box>
table-row <box>14 162 162 171</box>
table-row <box>14 126 162 135</box>
australian-body <box>641 377 789 499</box>
ad-paragraph: They will also Sell on account of various owners— Sheep, Cattle, Horses, etc. <box>170 205 319 224</box>
ad-title: REGULAR FORTNIGHTLY SALE OF LIVE STOCK, AT WASHDYKE YARDS, <box>14 534 161 554</box>
